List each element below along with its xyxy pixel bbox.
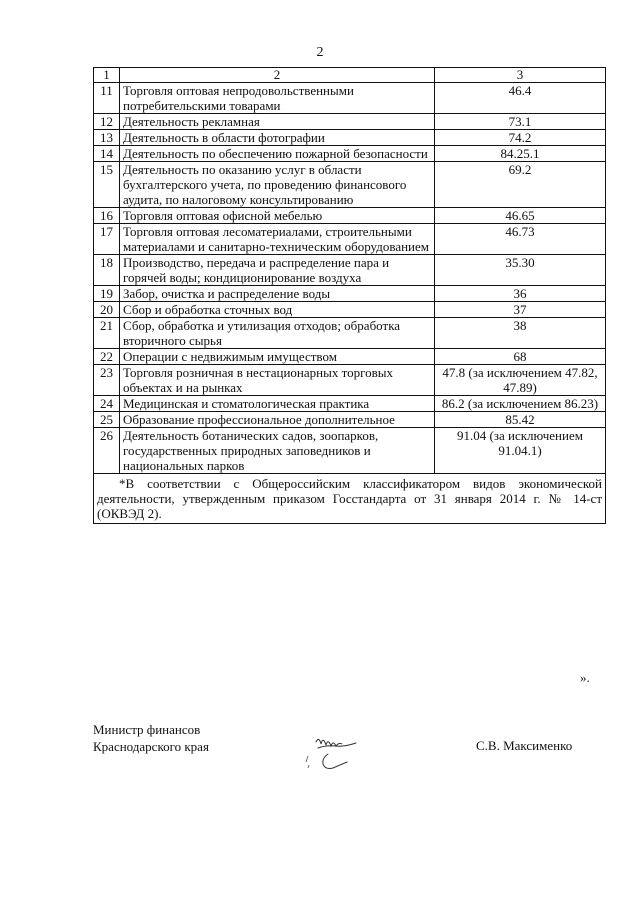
row-number: 19 [94,286,120,302]
okved-code: 46.73 [435,224,606,255]
okved-code: 69.2 [435,162,606,208]
table-row [94,130,606,146]
activity-name: Деятельность по обеспечению пожарной безопасности [120,146,435,162]
table-row [94,255,606,286]
okved-code: 74.2 [435,130,606,146]
row-number: 17 [94,224,120,255]
handwritten-signature [288,728,368,778]
table-row [94,208,606,224]
footnote-row [94,474,606,524]
row-number: 23 [94,365,120,396]
table-row [94,286,606,302]
table-row [94,114,606,130]
activity-name: Деятельность по оказанию услуг в области бухгалтерского учета, по проведению финансового аудита, по налоговому консультированию [120,162,435,208]
okved-code: 73.1 [435,114,606,130]
okved-code: 91.04 (за исключением 91.04.1) [435,428,606,474]
table-row [94,224,606,255]
header-col-2: 2 [120,68,435,83]
okved-code: 36 [435,286,606,302]
row-number: 12 [94,114,120,130]
okved-code: 38 [435,318,606,349]
okved-code: 86.2 (за исключением 86.23) [435,396,606,412]
signatory-name: С.В. Максименко [476,738,573,753]
table-row [94,396,606,412]
page-number: 2 [316,45,324,60]
signatory-title-line1: Министр финансов [93,722,201,737]
row-number: 21 [94,318,120,349]
row-number: 18 [94,255,120,286]
row-number: 22 [94,349,120,365]
table-row [94,349,606,365]
activity-name: Торговля оптовая непродовольственными потребительскими товарами [120,83,435,114]
okved-code: 85.42 [435,412,606,428]
row-number: 25 [94,412,120,428]
table-row [94,83,606,114]
row-number: 24 [94,396,120,412]
table-row [94,412,606,428]
header-col-1: 1 [94,68,120,83]
table-row [94,318,606,349]
okved-code: 46.4 [435,83,606,114]
table-row [94,302,606,318]
activity-name: Торговля оптовая офисной мебелью [120,208,435,224]
table-row [94,365,606,396]
row-number: 15 [94,162,120,208]
okved-code: 84.25.1 [435,146,606,162]
okved-code: 37 [435,302,606,318]
okved-code: 47.8 (за исключением 47.82, 47.89) [435,365,606,396]
activity-name: Медицинская и стоматологическая практика [120,396,435,412]
row-number: 14 [94,146,120,162]
activity-name: Сбор и обработка сточных вод [120,302,435,318]
signatory-title-line2: Краснодарского края [93,739,209,754]
activity-name: Деятельность ботанических садов, зоопарков, государственных природных заповедников и национальных парков [120,428,435,474]
activity-name: Деятельность рекламная [120,114,435,130]
activity-name: Сбор, обработка и утилизация отходов; обработка вторичного сырья [120,318,435,349]
row-number: 11 [94,83,120,114]
okved-code: 46.65 [435,208,606,224]
activity-name: Образование профессиональное дополнительное [120,412,435,428]
row-number: 16 [94,208,120,224]
activity-table [93,67,606,524]
activity-name: Торговля оптовая лесоматериалами, строительными материалами и санитарно-техническим оборудованием [120,224,435,255]
okved-code: 35.30 [435,255,606,286]
header-col-3: 3 [435,68,606,83]
table-row [94,428,606,474]
activity-name: Забор, очистка и распределение воды [120,286,435,302]
table-row [94,162,606,208]
row-number: 20 [94,302,120,318]
row-number: 26 [94,428,120,474]
table-row [94,146,606,162]
row-number: 13 [94,130,120,146]
activity-name: Торговля розничная в нестационарных торговых объектах и на рынках [120,365,435,396]
okved-code: 68 [435,349,606,365]
activity-name: Операции с недвижимым имуществом [120,349,435,365]
footnote-text: *В соответствии с Общероссийским классификатором видов экономической деятельности, утвержденным приказом Госстандарта от 31 января 2014 г. № 14-ст (ОКВЭД 2). [97,476,602,521]
table-header-row [94,68,606,83]
activity-name: Производство, передача и распределение пара и горячей воды; кондиционирование воздуха [120,255,435,286]
activity-name: Деятельность в области фотографии [120,130,435,146]
closing-quote-mark: ». [580,670,590,685]
